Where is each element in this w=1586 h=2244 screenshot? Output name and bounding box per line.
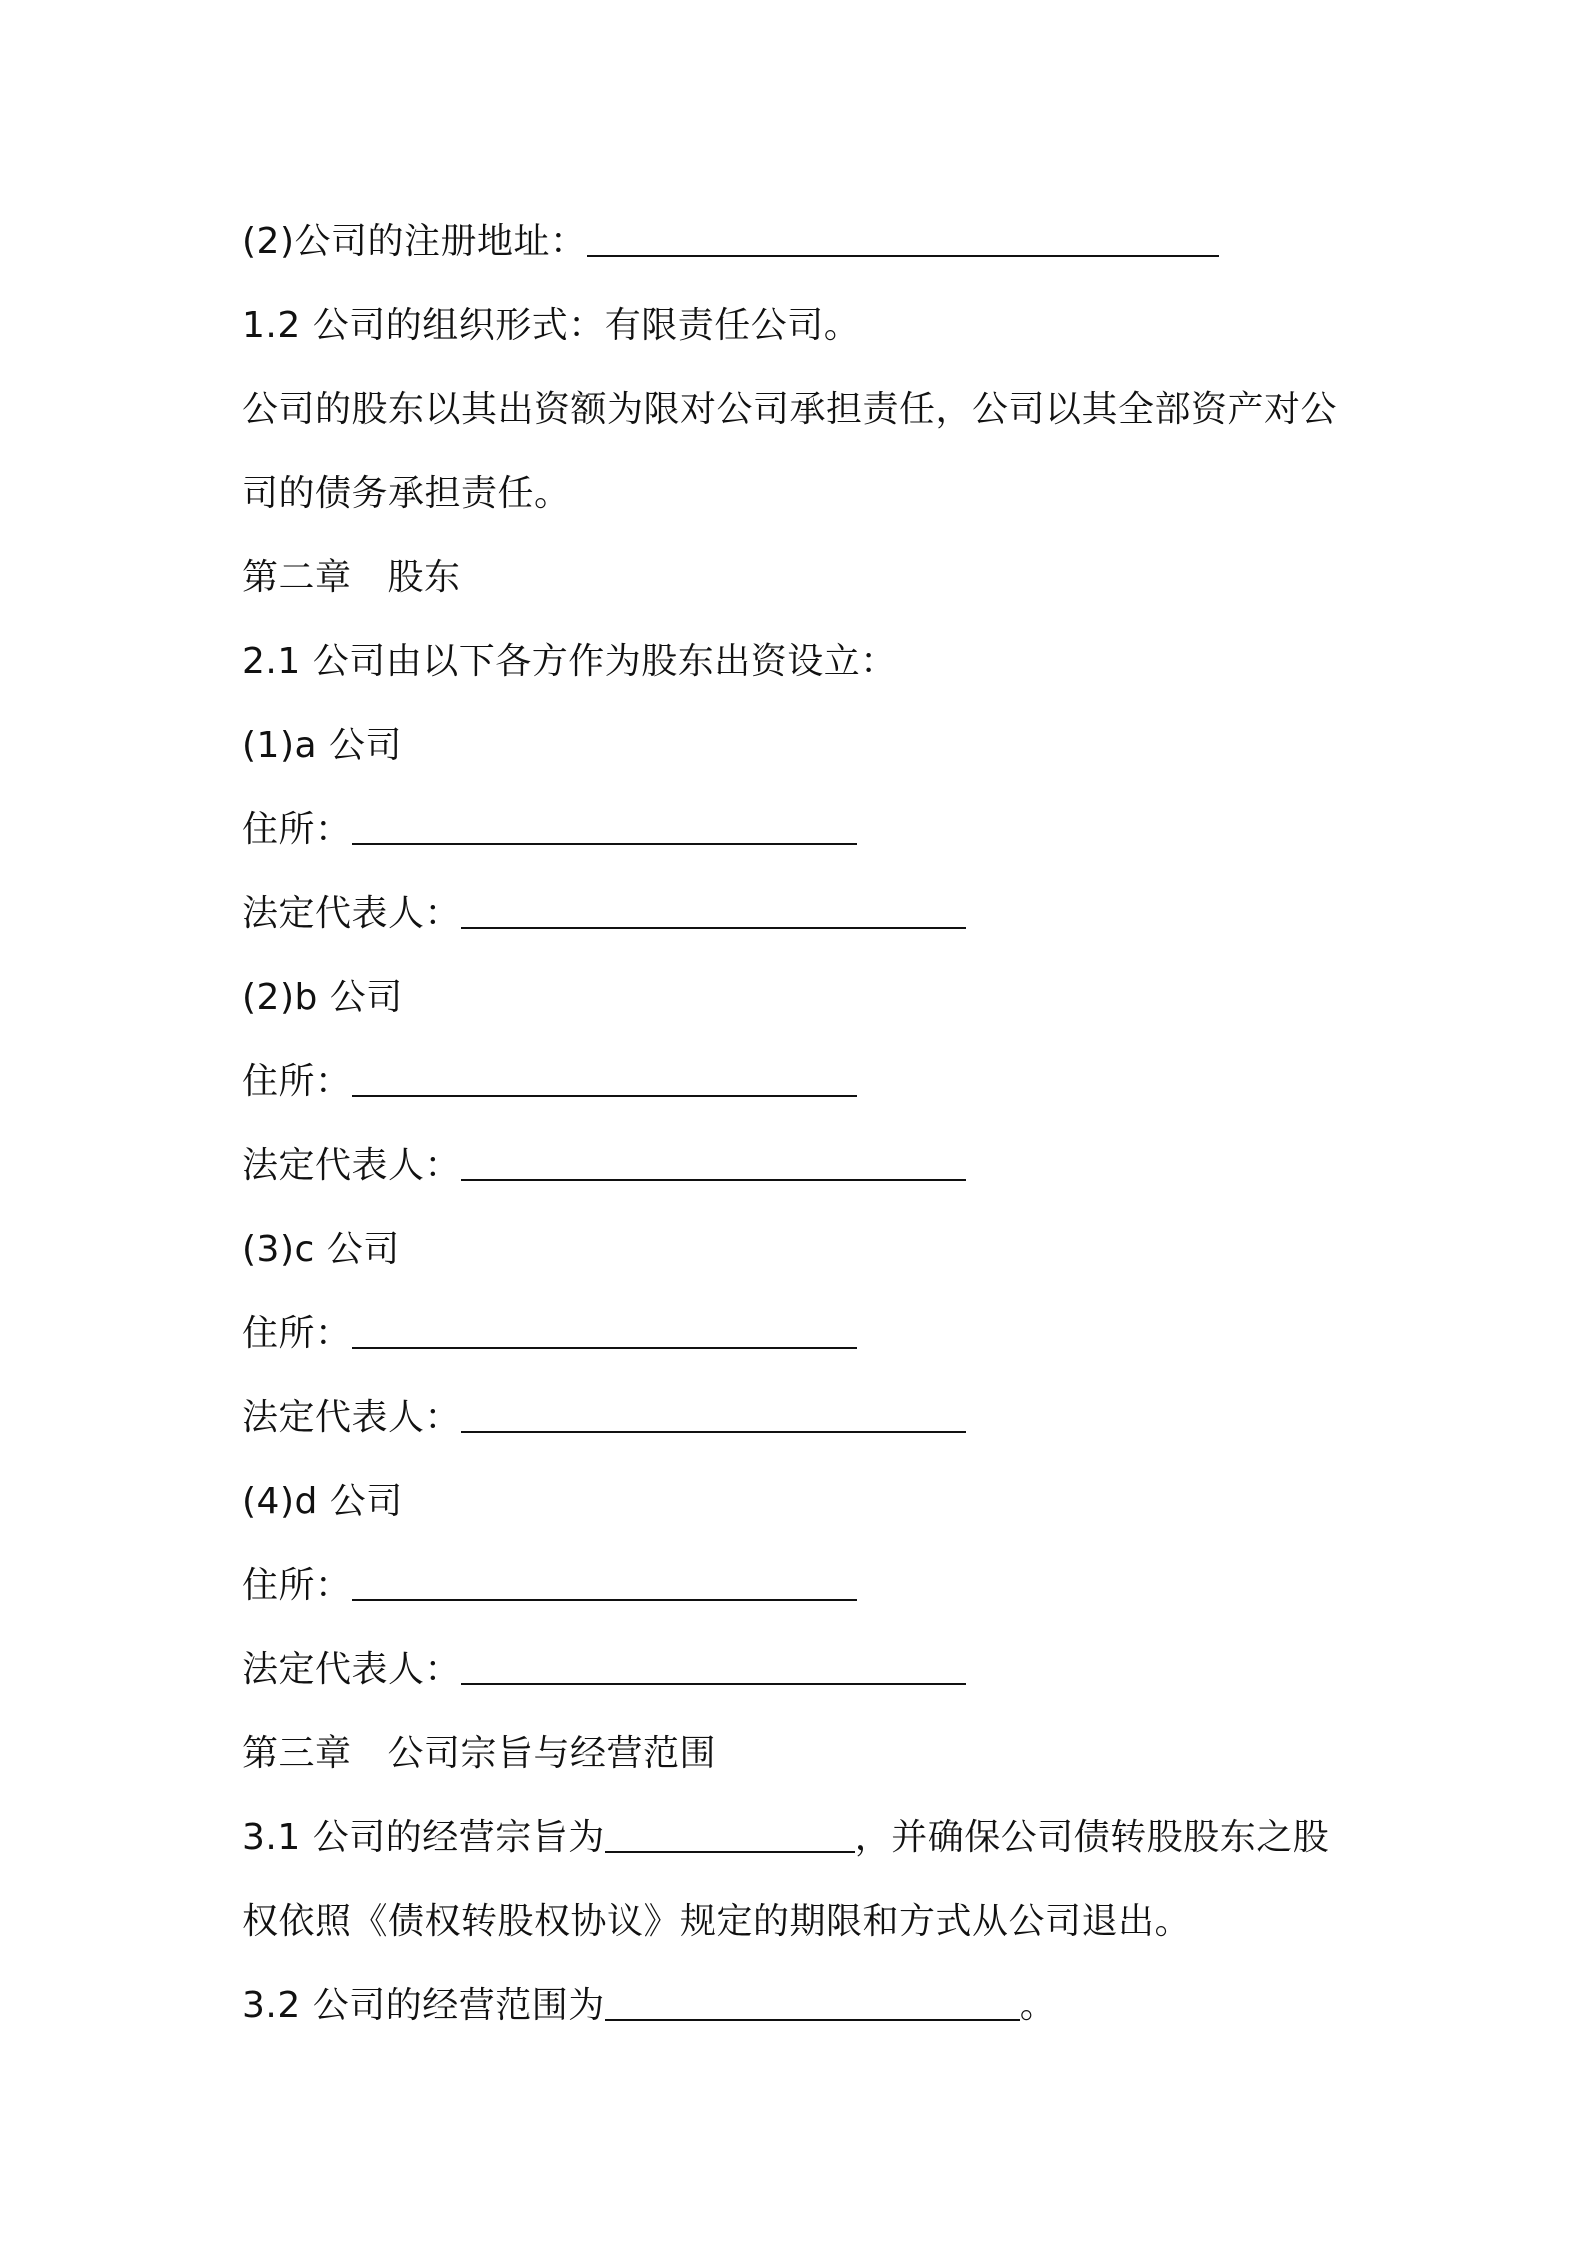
shareholder-a-address-blank[interactable] bbox=[352, 813, 857, 845]
shareholder-a-name: (1)a 公司 bbox=[242, 725, 402, 766]
shareholder-a-rep-blank[interactable] bbox=[461, 897, 966, 929]
registered-address-label: (2)公司的注册地址： bbox=[242, 221, 587, 262]
chapter-3-heading bbox=[242, 1712, 1362, 1796]
business-scope-period: 。 bbox=[1019, 1985, 1057, 2026]
address-label: 住所： bbox=[242, 1313, 352, 1354]
legal-rep-label: 法定代表人： bbox=[242, 1145, 462, 1186]
shareholder-d-rep-line bbox=[242, 1628, 1362, 1712]
legal-rep-label: 法定代表人： bbox=[242, 1397, 462, 1438]
chapter-3-number: 第三章 bbox=[242, 1733, 352, 1774]
shareholders-intro-line: 2.1 公司由以下各方作为股东出资设立： bbox=[242, 641, 897, 682]
business-purpose-blank[interactable] bbox=[605, 1821, 855, 1853]
shareholder-d-rep-blank[interactable] bbox=[461, 1653, 966, 1685]
shareholder-c-name: (3)c 公司 bbox=[242, 1229, 400, 1270]
organization-form-line: 1.2 公司的组织形式：有限责任公司。 bbox=[242, 305, 861, 346]
address-label: 住所： bbox=[242, 1061, 352, 1102]
registered-address-blank[interactable] bbox=[587, 225, 1219, 257]
shareholder-b-rep-line bbox=[242, 1124, 1362, 1208]
business-scope-line bbox=[242, 1964, 1362, 2048]
shareholder-d-name: (4)d 公司 bbox=[242, 1481, 403, 1522]
shareholder-b-address-blank[interactable] bbox=[352, 1065, 857, 1097]
document-page bbox=[242, 200, 1362, 2048]
legal-rep-label: 法定代表人： bbox=[242, 893, 462, 934]
business-purpose-continued: ，并确保公司债转股股东之股 bbox=[854, 1817, 1330, 1858]
shareholder-b-name: (2)b 公司 bbox=[242, 977, 403, 1018]
shareholder-c-address-blank[interactable] bbox=[352, 1317, 857, 1349]
shareholder-c-rep-blank[interactable] bbox=[461, 1401, 966, 1433]
shareholder-a-rep-line bbox=[242, 872, 1362, 956]
business-scope-label: 3.2 公司的经营范围为 bbox=[242, 1985, 605, 2026]
chapter-2-name: 股东 bbox=[387, 557, 461, 598]
address-label: 住所： bbox=[242, 1565, 352, 1606]
shareholder-c-address-line bbox=[242, 1292, 1362, 1376]
business-purpose-line-2: 权依照《债权转股权协议》规定的期限和方式从公司退出。 bbox=[242, 1901, 1192, 1942]
shareholder-d-address-line bbox=[242, 1544, 1362, 1628]
liability-text-line-1: 公司的股东以其出资额为限对公司承担责任，公司以其全部资产对公 bbox=[242, 389, 1338, 430]
legal-rep-label: 法定代表人： bbox=[242, 1649, 462, 1690]
shareholder-b-rep-blank[interactable] bbox=[461, 1149, 966, 1181]
business-purpose-line-1 bbox=[242, 1796, 1362, 1880]
chapter-2-heading bbox=[242, 536, 1362, 620]
liability-text-line-2: 司的债务承担责任。 bbox=[242, 473, 571, 514]
chapter-2-number: 第二章 bbox=[242, 557, 352, 598]
registered-address-line bbox=[242, 200, 1362, 284]
shareholder-b-address-line bbox=[242, 1040, 1362, 1124]
shareholder-c-rep-line bbox=[242, 1376, 1362, 1460]
shareholder-d-address-blank[interactable] bbox=[352, 1569, 857, 1601]
shareholder-a-address-line bbox=[242, 788, 1362, 872]
address-label: 住所： bbox=[242, 809, 352, 850]
business-purpose-label: 3.1 公司的经营宗旨为 bbox=[242, 1817, 605, 1858]
business-scope-blank[interactable] bbox=[605, 1989, 1020, 2021]
chapter-3-name: 公司宗旨与经营范围 bbox=[387, 1733, 717, 1774]
